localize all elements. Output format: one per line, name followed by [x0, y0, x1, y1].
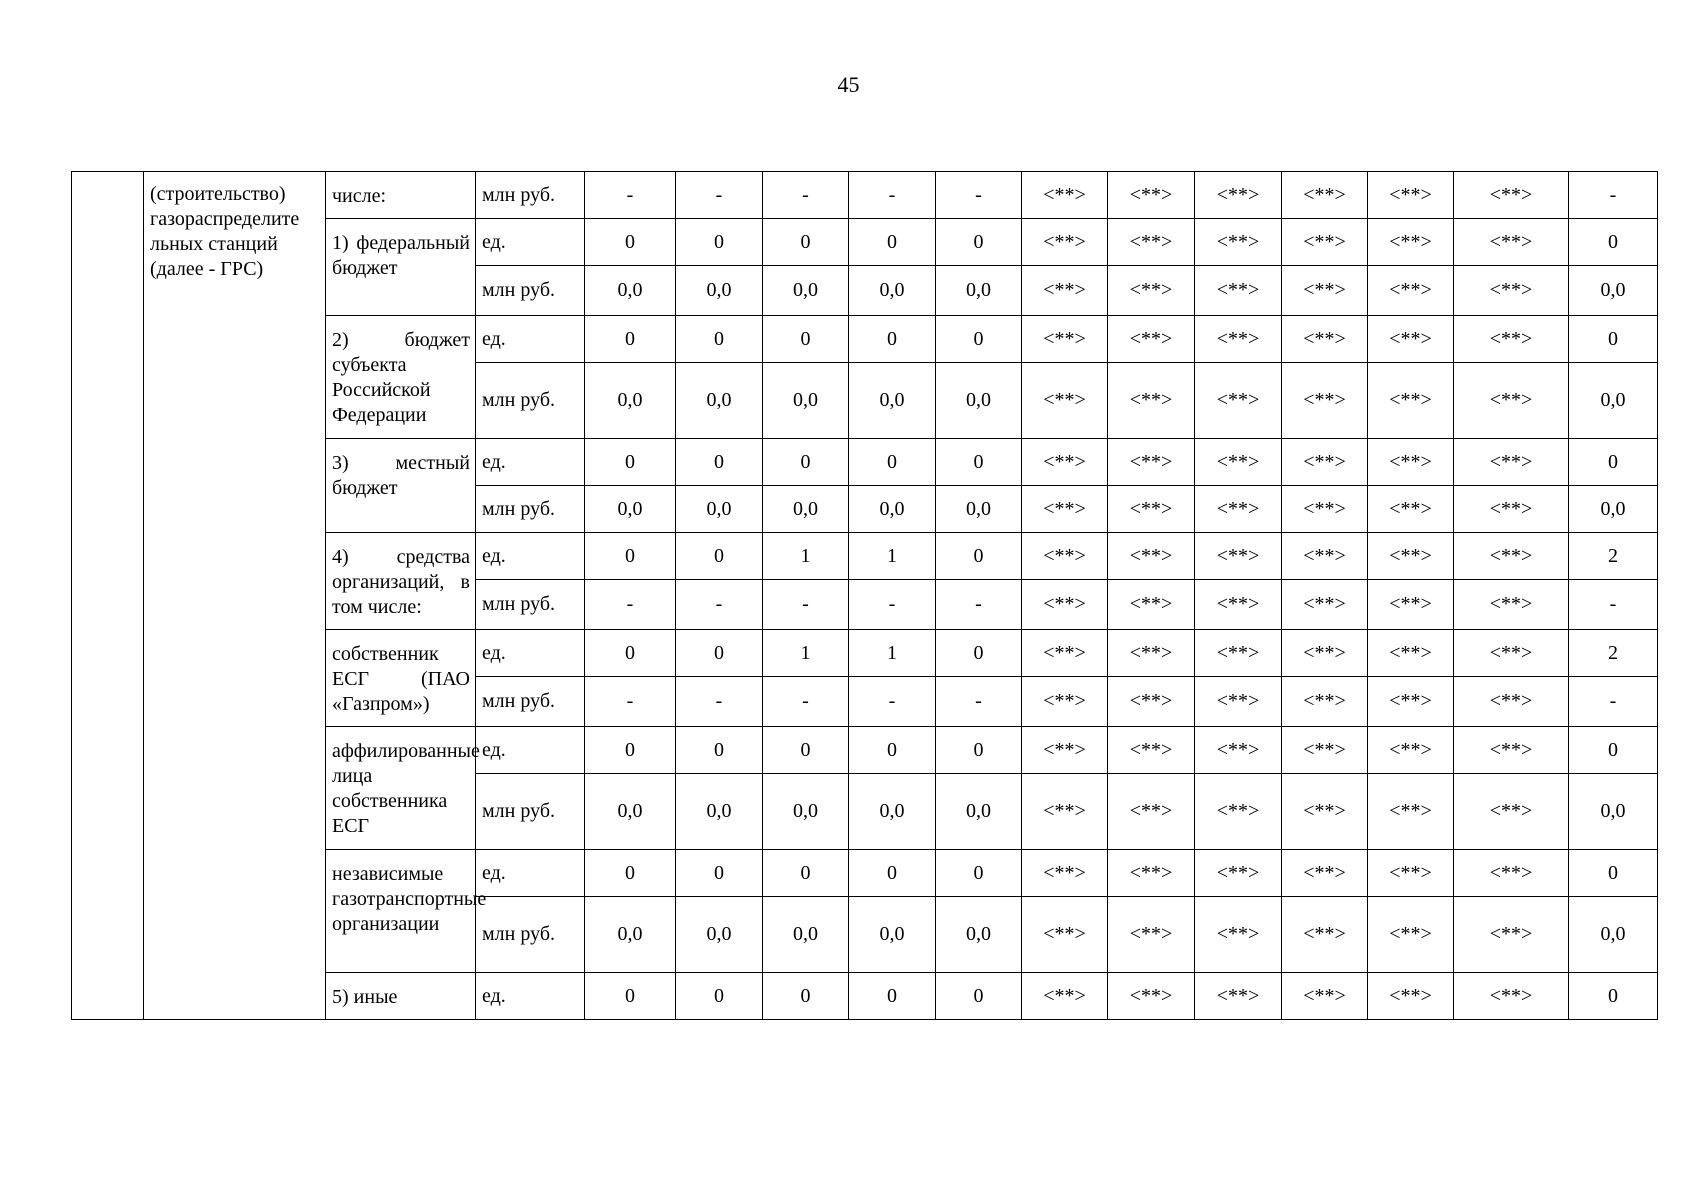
value-cell: <**>: [1368, 219, 1454, 266]
total-value-cell: 0: [1569, 850, 1658, 897]
value-cell: <**>: [1022, 774, 1108, 850]
value-cell: 0: [849, 219, 936, 266]
value-cell: <**>: [1195, 219, 1282, 266]
unit-cell: млн руб.: [476, 486, 585, 533]
value-cell: <**>: [1454, 727, 1569, 774]
value-cell: <**>: [1368, 316, 1454, 363]
budget-table: [71, 171, 1658, 1020]
total-value-cell: 0: [1569, 973, 1658, 1020]
value-cell: <**>: [1108, 439, 1195, 486]
value-cell: <**>: [1454, 316, 1569, 363]
value-cell: 0: [585, 630, 676, 677]
value-cell: <**>: [1195, 850, 1282, 897]
value-cell: 1: [763, 630, 849, 677]
value-cell: <**>: [1282, 219, 1368, 266]
value-cell: <**>: [1195, 439, 1282, 486]
total-value-cell: 0,0: [1569, 266, 1658, 316]
value-cell: <**>: [1368, 363, 1454, 439]
total-value-cell: 0: [1569, 219, 1658, 266]
value-cell: <**>: [1368, 266, 1454, 316]
value-cell: 0: [763, 850, 849, 897]
value-cell: <**>: [1108, 363, 1195, 439]
value-cell: -: [585, 677, 676, 727]
value-cell: 0,0: [763, 486, 849, 533]
value-cell: 0: [763, 316, 849, 363]
value-cell: <**>: [1108, 580, 1195, 630]
value-cell: <**>: [1282, 727, 1368, 774]
value-cell: <**>: [1454, 850, 1569, 897]
value-cell: -: [585, 580, 676, 630]
total-value-cell: 0,0: [1569, 774, 1658, 850]
value-cell: 0,0: [849, 486, 936, 533]
value-cell: 1: [763, 533, 849, 580]
value-cell: -: [763, 580, 849, 630]
unit-cell: ед.: [476, 630, 585, 677]
value-cell: 0,0: [936, 774, 1022, 850]
value-cell: <**>: [1108, 533, 1195, 580]
value-cell: <**>: [1022, 363, 1108, 439]
value-cell: <**>: [1022, 727, 1108, 774]
source-label-cell: 1) федеральный бюджет: [326, 219, 476, 316]
value-cell: <**>: [1108, 774, 1195, 850]
value-cell: 0: [763, 439, 849, 486]
object-description-line: газораспределите: [150, 208, 300, 230]
unit-cell: ед.: [476, 219, 585, 266]
value-cell: 0: [676, 727, 763, 774]
value-cell: 0: [676, 219, 763, 266]
object-description-cell: [144, 172, 326, 1020]
value-cell: <**>: [1368, 172, 1454, 219]
value-cell: 0,0: [585, 266, 676, 316]
total-value-cell: -: [1569, 677, 1658, 727]
value-cell: <**>: [1108, 172, 1195, 219]
value-cell: 0,0: [585, 363, 676, 439]
value-cell: 0: [936, 316, 1022, 363]
value-cell: <**>: [1022, 316, 1108, 363]
value-cell: <**>: [1282, 580, 1368, 630]
value-cell: <**>: [1108, 219, 1195, 266]
value-cell: 0: [585, 316, 676, 363]
value-cell: <**>: [1022, 973, 1108, 1020]
value-cell: 0: [849, 973, 936, 1020]
unit-cell: млн руб.: [476, 774, 585, 850]
value-cell: -: [676, 172, 763, 219]
value-cell: 0: [676, 630, 763, 677]
value-cell: <**>: [1195, 897, 1282, 973]
value-cell: <**>: [1195, 316, 1282, 363]
value-cell: <**>: [1108, 897, 1195, 973]
value-cell: <**>: [1282, 973, 1368, 1020]
value-cell: 0: [763, 219, 849, 266]
unit-cell: ед.: [476, 850, 585, 897]
source-label-cell: 3) местный бюджет: [326, 439, 476, 533]
value-cell: <**>: [1454, 439, 1569, 486]
value-cell: 0: [849, 316, 936, 363]
value-cell: 0: [676, 316, 763, 363]
value-cell: 0: [676, 850, 763, 897]
value-cell: <**>: [1368, 973, 1454, 1020]
total-value-cell: 0,0: [1569, 897, 1658, 973]
unit-cell: ед.: [476, 439, 585, 486]
value-cell: 0,0: [849, 897, 936, 973]
unit-cell: млн руб.: [476, 172, 585, 219]
total-value-cell: -: [1569, 172, 1658, 219]
value-cell: -: [849, 677, 936, 727]
value-cell: 1: [849, 533, 936, 580]
value-cell: <**>: [1022, 630, 1108, 677]
value-cell: <**>: [1454, 973, 1569, 1020]
value-cell: 0,0: [763, 774, 849, 850]
value-cell: <**>: [1454, 630, 1569, 677]
value-cell: 0: [585, 973, 676, 1020]
source-label-cell: собственник ЕСГ (ПАО «Газпром»): [326, 630, 476, 727]
source-label-cell: независимые газотранспортные организации: [326, 850, 476, 973]
value-cell: <**>: [1108, 727, 1195, 774]
value-cell: <**>: [1022, 850, 1108, 897]
value-cell: <**>: [1368, 897, 1454, 973]
value-cell: 0: [936, 439, 1022, 486]
value-cell: <**>: [1022, 439, 1108, 486]
object-description-line: льных станций: [150, 233, 278, 255]
table-body: [72, 172, 1658, 1020]
value-cell: 0: [676, 973, 763, 1020]
value-cell: <**>: [1195, 172, 1282, 219]
value-cell: 0,0: [936, 363, 1022, 439]
value-cell: <**>: [1022, 580, 1108, 630]
value-cell: <**>: [1282, 677, 1368, 727]
unit-cell: млн руб.: [476, 266, 585, 316]
value-cell: <**>: [1368, 439, 1454, 486]
value-cell: <**>: [1022, 219, 1108, 266]
value-cell: 0: [763, 727, 849, 774]
value-cell: <**>: [1195, 266, 1282, 316]
value-cell: <**>: [1454, 266, 1569, 316]
value-cell: 0: [936, 727, 1022, 774]
value-cell: <**>: [1108, 677, 1195, 727]
unit-cell: млн руб.: [476, 363, 585, 439]
total-value-cell: 2: [1569, 533, 1658, 580]
value-cell: <**>: [1195, 580, 1282, 630]
value-cell: <**>: [1282, 850, 1368, 897]
value-cell: 0: [849, 439, 936, 486]
value-cell: 0: [936, 533, 1022, 580]
value-cell: -: [849, 580, 936, 630]
value-cell: <**>: [1108, 486, 1195, 533]
unit-cell: ед.: [476, 533, 585, 580]
value-cell: <**>: [1454, 677, 1569, 727]
value-cell: <**>: [1195, 677, 1282, 727]
value-cell: <**>: [1108, 973, 1195, 1020]
source-label-cell: 4) средства организаций, в том числе:: [326, 533, 476, 630]
value-cell: 0: [676, 439, 763, 486]
value-cell: 0,0: [849, 266, 936, 316]
value-cell: <**>: [1368, 727, 1454, 774]
value-cell: <**>: [1022, 172, 1108, 219]
value-cell: -: [763, 677, 849, 727]
unit-cell: ед.: [476, 973, 585, 1020]
value-cell: 0: [936, 630, 1022, 677]
unit-cell: ед.: [476, 316, 585, 363]
value-cell: <**>: [1022, 677, 1108, 727]
value-cell: <**>: [1022, 486, 1108, 533]
value-cell: 0: [585, 219, 676, 266]
value-cell: 0: [585, 727, 676, 774]
value-cell: -: [585, 172, 676, 219]
value-cell: <**>: [1454, 172, 1569, 219]
value-cell: -: [763, 172, 849, 219]
value-cell: 0,0: [936, 486, 1022, 533]
total-value-cell: 2: [1569, 630, 1658, 677]
value-cell: <**>: [1108, 850, 1195, 897]
value-cell: 0,0: [676, 266, 763, 316]
total-value-cell: -: [1569, 580, 1658, 630]
unit-cell: млн руб.: [476, 580, 585, 630]
value-cell: <**>: [1368, 533, 1454, 580]
total-value-cell: 0,0: [1569, 363, 1658, 439]
unit-cell: млн руб.: [476, 897, 585, 973]
value-cell: <**>: [1108, 266, 1195, 316]
total-value-cell: 0: [1569, 727, 1658, 774]
value-cell: 0,0: [763, 897, 849, 973]
value-cell: <**>: [1368, 774, 1454, 850]
value-cell: <**>: [1195, 486, 1282, 533]
value-cell: <**>: [1282, 363, 1368, 439]
value-cell: -: [676, 580, 763, 630]
value-cell: 0: [936, 850, 1022, 897]
value-cell: -: [936, 580, 1022, 630]
value-cell: <**>: [1368, 486, 1454, 533]
value-cell: <**>: [1195, 973, 1282, 1020]
value-cell: <**>: [1368, 580, 1454, 630]
value-cell: 0,0: [936, 266, 1022, 316]
value-cell: <**>: [1368, 850, 1454, 897]
table-row: [72, 172, 1658, 219]
value-cell: <**>: [1022, 897, 1108, 973]
value-cell: <**>: [1282, 486, 1368, 533]
value-cell: <**>: [1282, 172, 1368, 219]
row-number-cell: [72, 172, 144, 1020]
value-cell: 0: [676, 533, 763, 580]
value-cell: 0: [585, 533, 676, 580]
value-cell: <**>: [1368, 630, 1454, 677]
value-cell: 0,0: [585, 774, 676, 850]
value-cell: 0,0: [585, 897, 676, 973]
value-cell: 0: [763, 973, 849, 1020]
value-cell: <**>: [1282, 533, 1368, 580]
value-cell: <**>: [1282, 266, 1368, 316]
value-cell: <**>: [1022, 266, 1108, 316]
value-cell: <**>: [1282, 774, 1368, 850]
value-cell: 0,0: [849, 774, 936, 850]
source-label-cell: числе:: [326, 172, 476, 219]
value-cell: 0,0: [676, 486, 763, 533]
value-cell: 0,0: [585, 486, 676, 533]
value-cell: <**>: [1454, 219, 1569, 266]
value-cell: <**>: [1454, 774, 1569, 850]
value-cell: -: [936, 677, 1022, 727]
value-cell: <**>: [1454, 486, 1569, 533]
value-cell: 0: [585, 850, 676, 897]
source-label-cell: 2) бюджет субъекта Российской Федерации: [326, 316, 476, 439]
value-cell: 1: [849, 630, 936, 677]
value-cell: <**>: [1022, 533, 1108, 580]
object-description-line: (далее - ГРС): [150, 258, 264, 280]
total-value-cell: 0,0: [1569, 486, 1658, 533]
value-cell: 0,0: [676, 897, 763, 973]
unit-cell: ед.: [476, 727, 585, 774]
value-cell: <**>: [1195, 630, 1282, 677]
value-cell: 0,0: [849, 363, 936, 439]
value-cell: <**>: [1454, 533, 1569, 580]
value-cell: 0,0: [763, 266, 849, 316]
value-cell: 0,0: [936, 897, 1022, 973]
value-cell: 0,0: [763, 363, 849, 439]
value-cell: 0: [849, 850, 936, 897]
value-cell: <**>: [1195, 533, 1282, 580]
value-cell: <**>: [1282, 897, 1368, 973]
value-cell: <**>: [1454, 897, 1569, 973]
value-cell: -: [936, 172, 1022, 219]
object-description-line: (строительство): [150, 183, 286, 205]
page-number: 45: [837, 72, 860, 97]
value-cell: -: [849, 172, 936, 219]
value-cell: <**>: [1108, 316, 1195, 363]
source-label-cell: 5) иные: [326, 973, 476, 1020]
value-cell: <**>: [1454, 580, 1569, 630]
unit-cell: млн руб.: [476, 677, 585, 727]
value-cell: 0,0: [676, 363, 763, 439]
total-value-cell: 0: [1569, 316, 1658, 363]
value-cell: 0: [849, 727, 936, 774]
value-cell: <**>: [1195, 774, 1282, 850]
value-cell: <**>: [1282, 316, 1368, 363]
value-cell: <**>: [1368, 677, 1454, 727]
source-label-cell: аффилированные лица собственника ЕСГ: [326, 727, 476, 850]
value-cell: -: [676, 677, 763, 727]
value-cell: <**>: [1195, 363, 1282, 439]
value-cell: <**>: [1454, 363, 1569, 439]
total-value-cell: 0: [1569, 439, 1658, 486]
value-cell: 0: [936, 219, 1022, 266]
value-cell: <**>: [1108, 630, 1195, 677]
value-cell: 0: [585, 439, 676, 486]
value-cell: <**>: [1282, 630, 1368, 677]
value-cell: <**>: [1195, 727, 1282, 774]
value-cell: 0: [936, 973, 1022, 1020]
value-cell: 0,0: [676, 774, 763, 850]
value-cell: <**>: [1282, 439, 1368, 486]
